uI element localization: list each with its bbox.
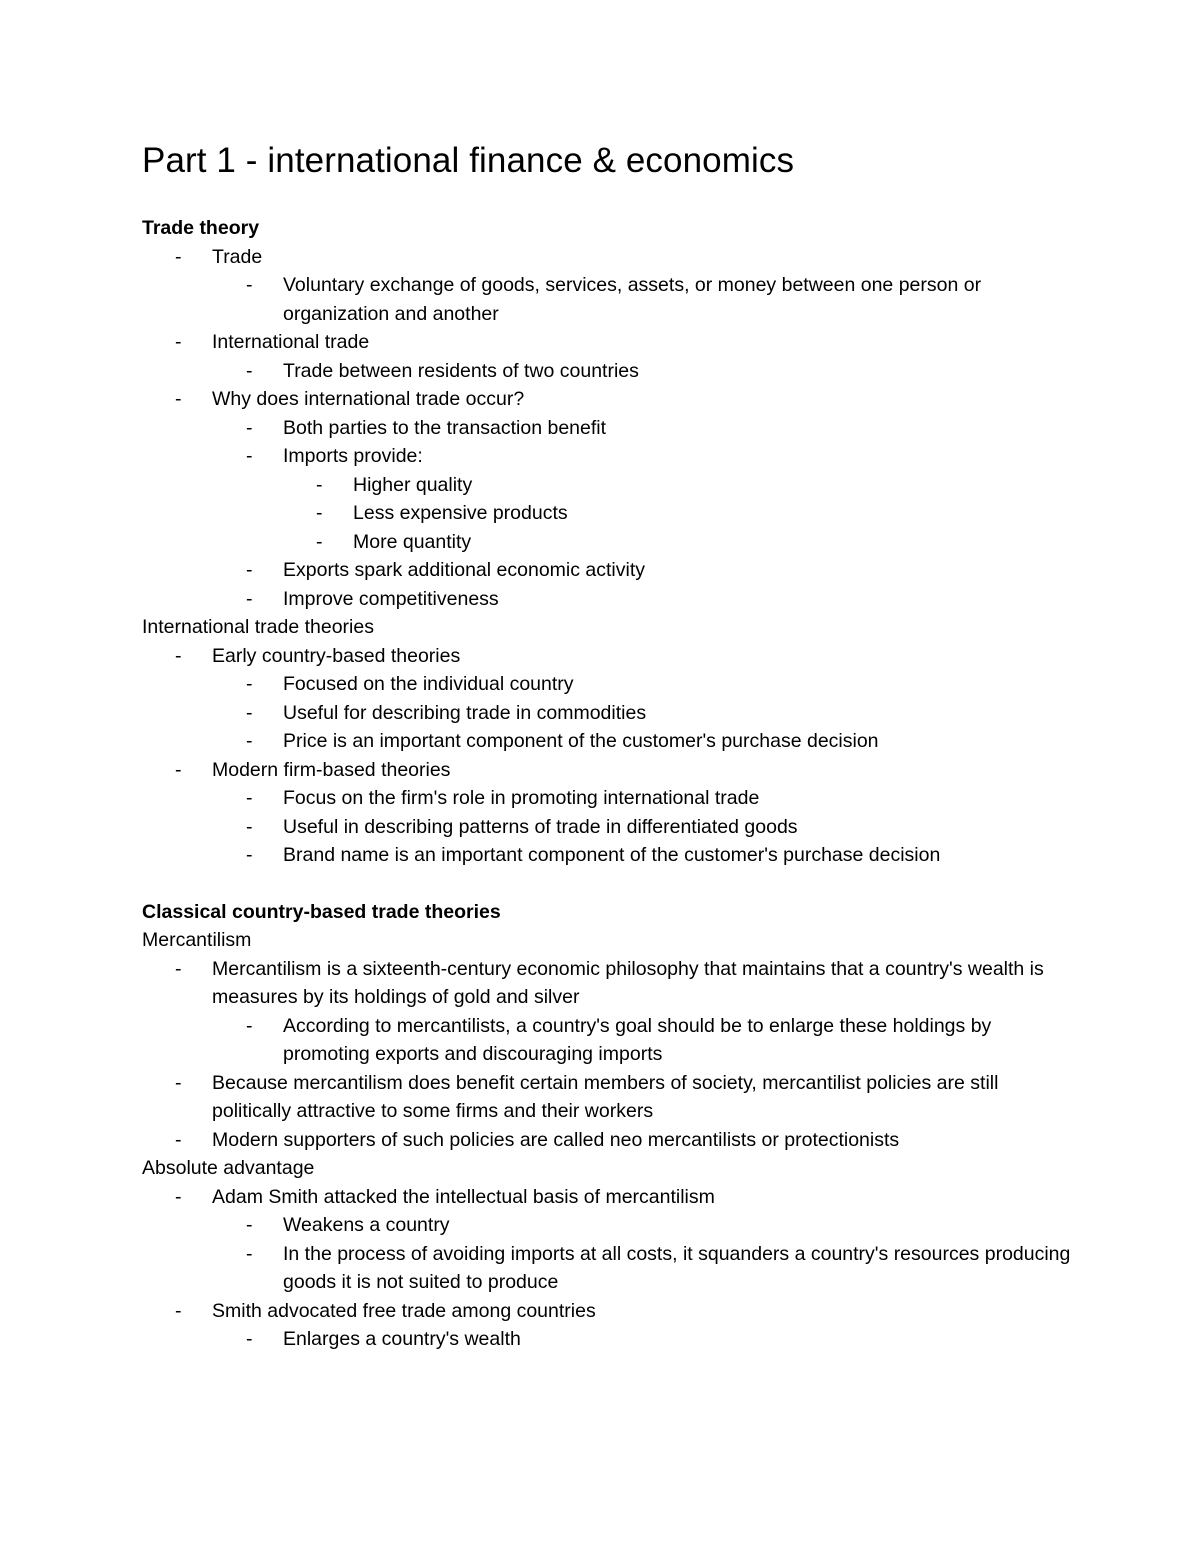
bullet-list bbox=[142, 471, 1082, 557]
bullet-list bbox=[142, 1325, 1082, 1354]
bullet-list bbox=[142, 1012, 1082, 1069]
list-item bbox=[142, 756, 1082, 785]
dash-bullet: - bbox=[175, 245, 182, 268]
list-item-text: Brand name is an important component of the customer's purchase decision bbox=[283, 844, 941, 866]
list-item bbox=[142, 528, 1082, 557]
list-item bbox=[142, 1183, 1082, 1212]
bullet-list bbox=[142, 271, 1082, 328]
list-item-text: Less expensive products bbox=[353, 502, 568, 524]
list-item-text: Both parties to the transaction benefit bbox=[283, 416, 607, 439]
dash-bullet: - bbox=[246, 787, 253, 809]
list-item-text: Useful for describing trade in commodities bbox=[283, 701, 647, 724]
list-item bbox=[142, 243, 1082, 272]
dash-bullet: - bbox=[246, 1242, 253, 1265]
dash-bullet: - bbox=[246, 673, 253, 695]
list-item bbox=[142, 955, 1082, 1012]
dash-bullet: - bbox=[246, 844, 253, 866]
bullet-list bbox=[142, 756, 1082, 785]
dash-bullet: - bbox=[246, 274, 253, 296]
list-item bbox=[142, 1069, 1082, 1126]
page-title: Part 1 - international finance & economics bbox=[142, 141, 795, 180]
list-item-text: Voluntary exchange of goods, services, assets, or money between one person or organization and another bbox=[283, 274, 982, 325]
dash-bullet: - bbox=[246, 701, 253, 724]
list-item bbox=[142, 784, 1082, 813]
list-item bbox=[142, 1297, 1082, 1326]
subheading-mercantilism: Mercantilism bbox=[142, 929, 252, 951]
list-item bbox=[142, 1240, 1082, 1297]
list-item-text: More quantity bbox=[353, 530, 472, 553]
list-item-text: Why does international trade occur? bbox=[212, 388, 525, 410]
bullet-list bbox=[142, 357, 1082, 386]
list-item bbox=[142, 699, 1082, 728]
bullet-list bbox=[142, 243, 1082, 272]
dash-bullet: - bbox=[175, 1128, 182, 1151]
subheading-absolute-advantage: Absolute advantage bbox=[142, 1157, 315, 1179]
dash-bullet: - bbox=[316, 473, 323, 496]
list-item bbox=[142, 670, 1082, 699]
bullet-list bbox=[142, 328, 1082, 357]
bullet-list bbox=[142, 1211, 1082, 1297]
list-item-text: Higher quality bbox=[353, 473, 473, 496]
bullet-list bbox=[142, 1183, 1082, 1212]
list-item bbox=[142, 1211, 1082, 1240]
list-item-text: Early country-based theories bbox=[212, 644, 461, 667]
list-item bbox=[142, 1325, 1082, 1354]
list-item-text: Focus on the firm's role in promoting international trade bbox=[283, 787, 760, 809]
dash-bullet: - bbox=[246, 416, 253, 439]
list-item bbox=[142, 499, 1082, 528]
bullet-list bbox=[142, 1297, 1082, 1326]
list-item-text: Mercantilism is a sixteenth-century economic philosophy that maintains that a country's wealth is measures by its holdings of gold and silver bbox=[212, 957, 1044, 1008]
list-item-text: In the process of avoiding imports at all costs, it squanders a country's resources producing goods it is not suited to produce bbox=[283, 1242, 1071, 1293]
bullet-list bbox=[142, 414, 1082, 471]
list-item bbox=[142, 727, 1082, 756]
list-item-text: International trade bbox=[212, 331, 370, 353]
list-item bbox=[142, 1126, 1082, 1155]
bullet-list bbox=[142, 955, 1082, 1012]
dash-bullet: - bbox=[316, 530, 323, 553]
list-item-text: Price is an important component of the customer's purchase decision bbox=[283, 730, 879, 752]
dash-bullet: - bbox=[175, 331, 182, 353]
bullet-list bbox=[142, 642, 1082, 671]
list-item-text: Enlarges a country's wealth bbox=[283, 1328, 521, 1350]
bullet-list bbox=[142, 1069, 1082, 1155]
list-item-text: Focused on the individual country bbox=[283, 673, 574, 695]
list-item-text: Useful in describing patterns of trade in differentiated goods bbox=[283, 815, 798, 838]
list-item-text: Improve competitiveness bbox=[283, 587, 499, 610]
dash-bullet: - bbox=[175, 1185, 182, 1208]
dash-bullet: - bbox=[246, 359, 253, 382]
bullet-list bbox=[142, 784, 1082, 870]
section-heading-trade-theory: Trade theory bbox=[142, 217, 260, 239]
dash-bullet: - bbox=[175, 388, 182, 410]
list-item-text: Exports spark additional economic activity bbox=[283, 559, 645, 581]
list-item bbox=[142, 442, 1082, 471]
bullet-list bbox=[142, 556, 1082, 613]
bullet-list bbox=[142, 385, 1082, 414]
list-item-text: Trade bbox=[212, 245, 263, 268]
list-item bbox=[142, 471, 1082, 500]
list-item-text: According to mercantilists, a country's goal should be to enlarge these holdings by promoting exports and discouraging imports bbox=[283, 1014, 992, 1065]
list-item bbox=[142, 1012, 1082, 1069]
list-item bbox=[142, 385, 1082, 414]
dash-bullet: - bbox=[175, 957, 182, 980]
list-item-text: Imports provide: bbox=[283, 445, 423, 467]
list-item-text: Smith advocated free trade among countries bbox=[212, 1299, 596, 1322]
dash-bullet: - bbox=[246, 587, 253, 610]
list-item-text: Modern supporters of such policies are called neo mercantilists or protectionists bbox=[212, 1128, 900, 1151]
list-item bbox=[142, 414, 1082, 443]
dash-bullet: - bbox=[175, 1071, 182, 1094]
list-item bbox=[142, 556, 1082, 585]
list-item bbox=[142, 328, 1082, 357]
list-item-text: Trade between residents of two countries bbox=[283, 359, 639, 382]
dash-bullet: - bbox=[175, 1299, 182, 1322]
document-page bbox=[142, 138, 1082, 1354]
dash-bullet: - bbox=[246, 1328, 253, 1350]
dash-bullet: - bbox=[246, 815, 253, 838]
list-item-text: Because mercantilism does benefit certain members of society, mercantilist policies are still politically attractive to some firms and their workers bbox=[212, 1071, 999, 1122]
dash-bullet: - bbox=[246, 559, 253, 581]
dash-bullet: - bbox=[175, 758, 182, 781]
list-item-text: Modern firm-based theories bbox=[212, 758, 451, 781]
subheading-international-trade-theories: International trade theories bbox=[142, 616, 374, 638]
list-item bbox=[142, 357, 1082, 386]
list-item-text: Weakens a country bbox=[283, 1214, 450, 1236]
dash-bullet: - bbox=[246, 730, 253, 752]
section-heading-classical-theories: Classical country-based trade theories bbox=[142, 900, 501, 923]
dash-bullet: - bbox=[246, 445, 253, 467]
list-item bbox=[142, 813, 1082, 842]
list-item bbox=[142, 642, 1082, 671]
bullet-list bbox=[142, 670, 1082, 756]
list-item bbox=[142, 841, 1082, 870]
list-item bbox=[142, 585, 1082, 614]
dash-bullet: - bbox=[175, 644, 182, 667]
list-item bbox=[142, 271, 1082, 328]
dash-bullet: - bbox=[246, 1214, 253, 1236]
dash-bullet: - bbox=[246, 1014, 253, 1037]
list-item-text: Adam Smith attacked the intellectual basis of mercantilism bbox=[212, 1185, 715, 1208]
dash-bullet: - bbox=[316, 502, 323, 524]
